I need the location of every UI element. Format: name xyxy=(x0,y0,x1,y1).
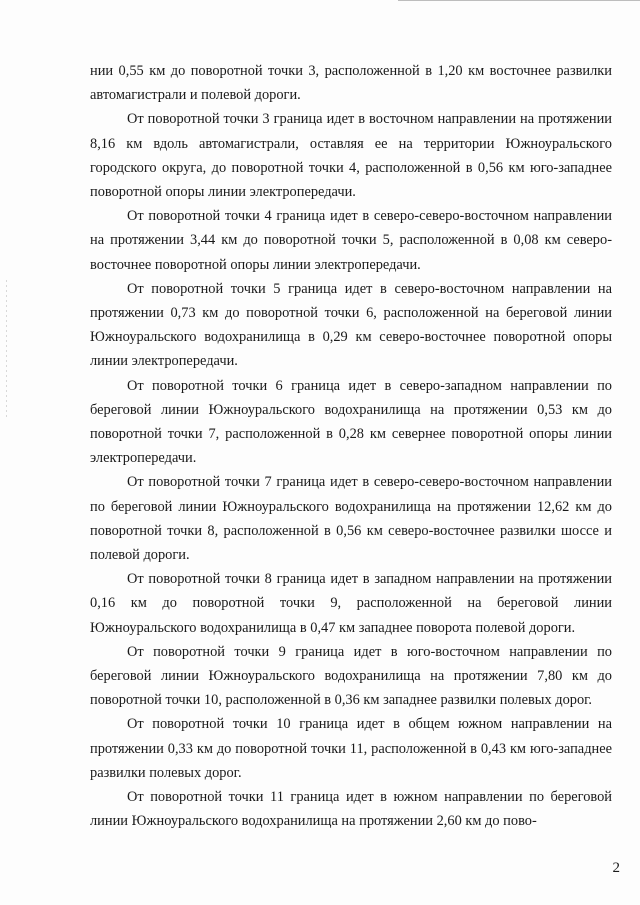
paragraph-point-3: От поворотной точки 3 граница идет в восточном направлении на протяжении 8,16 км вдоль автомагистрали, оставляя ее на территории Южноуральского городского округа, до поворотной точки 4, расположенной в 0,56 км юго-западнее поворотной опоры линии электропередачи. xyxy=(90,111,612,201)
paragraph-point-8: От поворотной точки 8 граница идет в западном направлении на протяжении 0,16 км до поворотной точки 9, расположенной на береговой линии Южноуральского водохранилища в 0,47 км западнее поворота полевой дороги. xyxy=(90,571,612,636)
paragraph-point-10: От поворотной точки 10 граница идет в общем южном направлении на протяжении 0,33 км до поворотной точки 11, расположенной в 0,43 км юго-западнее развилки полевых дорог. xyxy=(90,716,612,781)
paragraph-point-7: От поворотной точки 7 граница идет в северо-северо-восточном направлении по береговой линии Южноуральского водохранилища на протяжении 12,62 км до поворотной точки 8, расположенной в 0,56 км северо-восточнее развилки шоссе и полевой дороги. xyxy=(90,474,612,564)
paragraph-continuation: нии 0,55 км до поворотной точки 3, расположенной в 1,20 км восточнее развилки автомагистрали и полевой дороги. xyxy=(90,63,612,104)
paragraph-point-9: От поворотной точки 9 граница идет в юго-восточном направлении по береговой линии Южноуральского водохранилища на протяжении 7,80 км до поворотной точки 10, расположенной в 0,36 км западнее развилки полевых дорог. xyxy=(90,643,612,709)
paragraph-point-5: От поворотной точки 5 граница идет в северо-восточном направлении на протяжении 0,73 км до поворотной точки 6, расположенной на береговой линии Южноуральского водохранилища в 0,29 км северо-восточнее поворотной опоры линии электропередачи. xyxy=(90,280,612,370)
scan-edge-mark xyxy=(6,280,7,420)
paragraph-point-6: От поворотной точки 6 граница идет в северо-западном направлении по береговой линии Южноуральского водохранилища на протяжении 0,53 км до поворотной точки 7, расположенной в 0,28 км севернее поворотной опоры линии электропередачи. xyxy=(90,377,612,467)
paragraph-point-4: От поворотной точки 4 граница идет в северо-северо-восточном направлении на протяжении 3,44 км до поворотной точки 5, расположенной в 0,08 км северо-восточнее поворотной опоры линии электропередачи. xyxy=(90,208,612,273)
document-body xyxy=(90,59,612,834)
page-number: 2 xyxy=(612,860,620,876)
top-scan-rule xyxy=(398,0,640,1)
paragraph-point-11: От поворотной точки 11 граница идет в южном направлении по береговой линии Южноуральского водохранилища на протяжении 2,60 км до пово- xyxy=(90,789,612,830)
